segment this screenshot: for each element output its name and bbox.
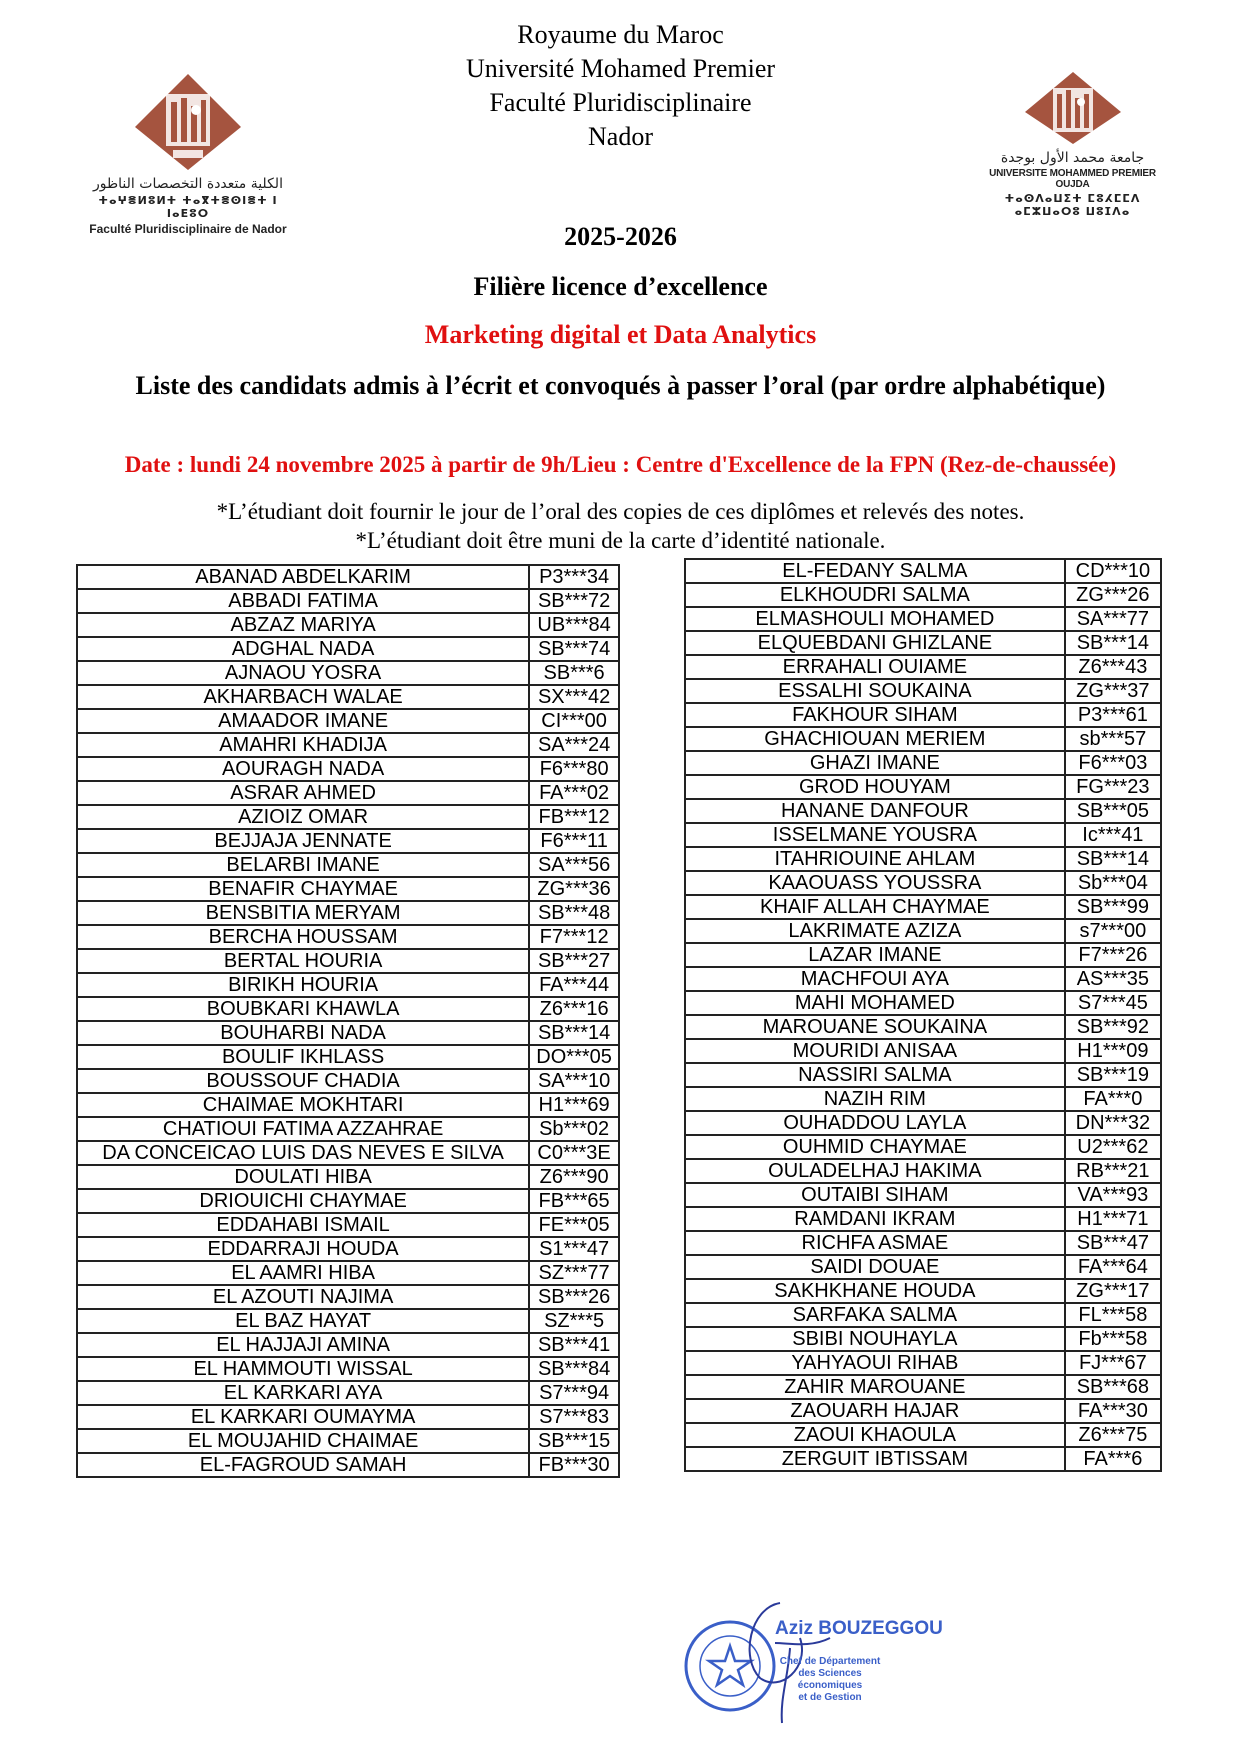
- candidate-row: [685, 991, 1161, 1015]
- candidate-name: BERTAL HOURIA: [77, 949, 529, 973]
- program-title: Marketing digital et Data Analytics: [424, 320, 817, 349]
- candidate-id-code: C0***3E: [529, 1141, 619, 1165]
- candidate-name: KAAOUASS YOUSSRA: [685, 871, 1065, 895]
- signatory-name: Aziz BOUZEGGOU: [775, 1618, 943, 1639]
- candidate-name: NAZIH RIM: [685, 1087, 1065, 1111]
- candidate-name: ABZAZ MARIYA: [77, 613, 529, 637]
- candidate-name: YAHYAOUI RIHAB: [685, 1351, 1065, 1375]
- candidate-name: ABBADI FATIMA: [77, 589, 529, 613]
- candidate-name: AZIOIZ OMAR: [77, 805, 529, 829]
- candidate-name: ISSELMANE YOUSRA: [685, 823, 1065, 847]
- candidate-name: EL AZOUTI NAJIMA: [77, 1285, 529, 1309]
- candidate-id-code: SB***92: [1065, 1015, 1161, 1039]
- candidate-id-code: VA***93: [1065, 1183, 1161, 1207]
- candidate-row: [77, 1453, 619, 1477]
- candidate-row: [685, 1039, 1161, 1063]
- candidate-row: [685, 823, 1161, 847]
- candidate-id-code: F7***26: [1065, 943, 1161, 967]
- candidate-id-code: SA***56: [529, 853, 619, 877]
- candidate-row: [77, 1045, 619, 1069]
- candidate-name: EL HAMMOUTI WISSAL: [77, 1357, 529, 1381]
- candidate-row: [77, 1213, 619, 1237]
- candidate-id-code: SB***72: [529, 589, 619, 613]
- instructions: [60, 497, 1181, 555]
- institution-header: [0, 18, 1241, 154]
- candidate-name: AJNAOU YOSRA: [77, 661, 529, 685]
- candidate-name: SARFAKA SALMA: [685, 1303, 1065, 1327]
- candidate-row: [685, 967, 1161, 991]
- candidate-name: BOUSSOUF CHADIA: [77, 1069, 529, 1093]
- candidate-row: [77, 877, 619, 901]
- faculty-arabic-name: الكلية متعددة التخصصات الناظور: [93, 176, 283, 192]
- candidate-row: [685, 1087, 1161, 1111]
- header-faculty: Faculté Pluridisciplinaire: [489, 88, 752, 117]
- candidate-name: BENAFIR CHAYMAE: [77, 877, 529, 901]
- candidate-row: [77, 829, 619, 853]
- candidate-name: LAZAR IMANE: [685, 943, 1065, 967]
- candidate-row: [685, 703, 1161, 727]
- candidate-id-code: F7***12: [529, 925, 619, 949]
- candidate-row: [77, 1357, 619, 1381]
- candidate-row: [685, 1327, 1161, 1351]
- exam-date-location: Date : lundi 24 novembre 2025 à partir de 9h/Lieu : Centre d'Excellence de la FPN (Rez-de-chaussée): [124, 452, 1117, 477]
- candidate-row: [77, 1069, 619, 1093]
- instruction-documents: *L’étudiant doit fournir le jour de l’oral des copies de ces diplômes et relevés des notes.: [216, 499, 1025, 524]
- candidate-id-code: SB***68: [1065, 1375, 1161, 1399]
- candidate-name: EL-FAGROUD SAMAH: [77, 1453, 529, 1477]
- faculty-latin-name: Faculté Pluridisciplinaire de Nador: [89, 222, 287, 236]
- candidate-id-code: F6***03: [1065, 751, 1161, 775]
- candidate-id-code: SB***14: [1065, 631, 1161, 655]
- candidate-row: [77, 1429, 619, 1453]
- candidate-name: ZERGUIT IBTISSAM: [685, 1447, 1065, 1471]
- candidate-name: GHACHIOUAN MERIEM: [685, 727, 1065, 751]
- candidates-table-left: [76, 564, 620, 1478]
- candidate-id-code: Z6***43: [1065, 655, 1161, 679]
- instruction-id-card: *L’étudiant doit être muni de la carte d’identité nationale.: [355, 528, 886, 553]
- candidate-id-code: CI***00: [529, 709, 619, 733]
- candidate-name: OUHADDOU LAYLA: [685, 1111, 1065, 1135]
- candidate-name: BIRIKH HOURIA: [77, 973, 529, 997]
- candidate-row: [685, 943, 1161, 967]
- candidate-id-code: FB***30: [529, 1453, 619, 1477]
- candidate-id-code: H1***69: [529, 1093, 619, 1117]
- candidate-row: [77, 925, 619, 949]
- candidate-name: ZAOUARH HAJAR: [685, 1399, 1065, 1423]
- candidate-name: HANANE DANFOUR: [685, 799, 1065, 823]
- candidate-row: [77, 685, 619, 709]
- candidate-id-code: CD***10: [1065, 559, 1161, 583]
- candidate-id-code: Z6***90: [529, 1165, 619, 1189]
- candidate-name: AMAADOR IMANE: [77, 709, 529, 733]
- candidate-id-code: S1***47: [529, 1237, 619, 1261]
- candidate-name: BOUHARBI NADA: [77, 1021, 529, 1045]
- candidate-name: GROD HOUYAM: [685, 775, 1065, 799]
- candidate-name: MACHFOUI AYA: [685, 967, 1065, 991]
- candidate-id-code: SZ***77: [529, 1261, 619, 1285]
- candidate-row: [685, 1135, 1161, 1159]
- candidate-row: [77, 637, 619, 661]
- candidate-row: [685, 1255, 1161, 1279]
- candidate-row: [685, 1279, 1161, 1303]
- candidate-id-code: FJ***67: [1065, 1351, 1161, 1375]
- candidate-row: [685, 871, 1161, 895]
- candidate-row: [685, 799, 1161, 823]
- candidate-id-code: SB***26: [529, 1285, 619, 1309]
- candidate-name: ABANAD ABDELKARIM: [77, 565, 529, 589]
- university-tifinagh-name: ⵜⴰⵙⴷⴰⵡⵉⵜ ⵎⵓⵃⵎⵎⴷ ⴰⵎⵣⵡⴰⵔⵓ ⵡⵓⵊⴷⴰ: [1004, 192, 1141, 218]
- candidate-row: [685, 655, 1161, 679]
- candidate-id-code: P3***61: [1065, 703, 1161, 727]
- candidate-id-code: SB***99: [1065, 895, 1161, 919]
- candidate-id-code: ZG***26: [1065, 583, 1161, 607]
- candidate-id-code: UB***84: [529, 613, 619, 637]
- candidate-id-code: ZG***37: [1065, 679, 1161, 703]
- candidate-id-code: DO***05: [529, 1045, 619, 1069]
- candidate-name: EL AAMRI HIBA: [77, 1261, 529, 1285]
- candidate-row: [685, 775, 1161, 799]
- candidate-name: ERRAHALI OUIAME: [685, 655, 1065, 679]
- candidate-row: [77, 661, 619, 685]
- candidate-name: BERCHA HOUSSAM: [77, 925, 529, 949]
- candidate-id-code: P3***34: [529, 565, 619, 589]
- candidate-row: [77, 613, 619, 637]
- candidate-name: DRIOUICHI CHAYMAE: [77, 1189, 529, 1213]
- candidate-row: [685, 1159, 1161, 1183]
- candidate-row: [685, 1015, 1161, 1039]
- candidate-name: NASSIRI SALMA: [685, 1063, 1065, 1087]
- candidate-row: [685, 607, 1161, 631]
- candidate-id-code: SB***41: [529, 1333, 619, 1357]
- candidate-id-code: Z6***16: [529, 997, 619, 1021]
- candidate-id-code: S7***94: [529, 1381, 619, 1405]
- candidate-id-code: H1***71: [1065, 1207, 1161, 1231]
- candidate-id-code: U2***62: [1065, 1135, 1161, 1159]
- candidate-row: [685, 919, 1161, 943]
- candidate-name: MAHI MOHAMED: [685, 991, 1065, 1015]
- candidate-name: BEJJAJA JENNATE: [77, 829, 529, 853]
- candidate-row: [77, 973, 619, 997]
- candidate-row: [685, 583, 1161, 607]
- candidate-row: [77, 733, 619, 757]
- candidate-id-code: Z6***75: [1065, 1423, 1161, 1447]
- signatory-role: [770, 1656, 890, 1704]
- candidate-row: [685, 559, 1161, 583]
- candidate-row: [685, 847, 1161, 871]
- candidate-row: [77, 1117, 619, 1141]
- candidate-row: [77, 709, 619, 733]
- candidate-name: AKHARBACH WALAE: [77, 685, 529, 709]
- header-university: Université Mohamed Premier: [465, 54, 776, 83]
- candidate-row: [77, 949, 619, 973]
- signatory-role-line3: et de Gestion: [798, 1692, 862, 1703]
- candidate-row: [685, 1303, 1161, 1327]
- signatory-role-line1: Chef de Département: [779, 1656, 881, 1667]
- candidate-name: BENSBITIA MERYAM: [77, 901, 529, 925]
- candidate-id-code: SA***24: [529, 733, 619, 757]
- filiere-title: Filière licence d’excellence: [473, 272, 768, 301]
- candidates-table-right: [684, 558, 1162, 1472]
- candidate-row: [77, 589, 619, 613]
- candidate-row: [685, 895, 1161, 919]
- candidate-name: RICHFA ASMAE: [685, 1231, 1065, 1255]
- candidate-row: [77, 853, 619, 877]
- candidate-row: [77, 1381, 619, 1405]
- candidate-name: EDDARRAJI HOUDA: [77, 1237, 529, 1261]
- candidate-name: DA CONCEICAO LUIS DAS NEVES E SILVA: [77, 1141, 529, 1165]
- signatory-role-line2: des Sciences économiques: [797, 1668, 863, 1691]
- candidate-name: CHATIOUI FATIMA AZZAHRAE: [77, 1117, 529, 1141]
- candidate-id-code: s7***00: [1065, 919, 1161, 943]
- candidate-id-code: FA***6: [1065, 1447, 1161, 1471]
- candidate-row: [77, 1189, 619, 1213]
- candidate-name: EL KARKARI OUMAYMA: [77, 1405, 529, 1429]
- candidate-name: EL KARKARI AYA: [77, 1381, 529, 1405]
- candidate-id-code: SB***84: [529, 1357, 619, 1381]
- faculty-tifinagh-name: ⵜⴰⵖⴻⵍⵓⵍⵜ ⵜⴰⴳⵜⴻⵙⵏⴻⵜ ⵏ ⵏⴰⴹⵓⵔ: [98, 194, 278, 220]
- candidate-row: [685, 631, 1161, 655]
- candidate-name: SAIDI DOUAE: [685, 1255, 1065, 1279]
- candidate-id-code: SB***19: [1065, 1063, 1161, 1087]
- candidate-name: LAKRIMATE AZIZA: [685, 919, 1065, 943]
- candidate-id-code: FA***44: [529, 973, 619, 997]
- candidate-row: [77, 805, 619, 829]
- candidate-row: [685, 751, 1161, 775]
- candidate-name: ELQUEBDANI GHIZLANE: [685, 631, 1065, 655]
- header-kingdom: Royaume du Maroc: [517, 20, 724, 49]
- candidate-name: ELMASHOULI MOHAMED: [685, 607, 1065, 631]
- candidate-row: [77, 1261, 619, 1285]
- candidate-row: [77, 1333, 619, 1357]
- candidate-name: AMAHRI KHADIJA: [77, 733, 529, 757]
- candidate-id-code: sb***57: [1065, 727, 1161, 751]
- candidate-id-code: F6***80: [529, 757, 619, 781]
- candidate-id-code: Sb***02: [529, 1117, 619, 1141]
- candidate-row: [685, 727, 1161, 751]
- university-arabic-name: جامعة محمد الأول بوجدة: [1000, 150, 1145, 166]
- candidate-row: [685, 1447, 1161, 1471]
- candidate-name: SAKHKHANE HOUDA: [685, 1279, 1065, 1303]
- candidate-id-code: SX***42: [529, 685, 619, 709]
- candidate-row: [685, 1111, 1161, 1135]
- candidate-row: [77, 997, 619, 1021]
- candidate-name: OUHMID CHAYMAE: [685, 1135, 1065, 1159]
- candidate-row: [685, 679, 1161, 703]
- candidate-name: OUTAIBI SIHAM: [685, 1183, 1065, 1207]
- candidate-id-code: SB***05: [1065, 799, 1161, 823]
- candidate-name: EL-FEDANY SALMA: [685, 559, 1065, 583]
- candidate-row: [685, 1231, 1161, 1255]
- candidate-id-code: FG***23: [1065, 775, 1161, 799]
- candidate-row: [77, 901, 619, 925]
- candidate-name: ZAHIR MAROUANE: [685, 1375, 1065, 1399]
- candidate-id-code: Fb***58: [1065, 1327, 1161, 1351]
- candidate-row: [685, 1183, 1161, 1207]
- candidate-name: BELARBI IMANE: [77, 853, 529, 877]
- candidate-id-code: SB***74: [529, 637, 619, 661]
- candidate-name: ZAOUI KHAOULA: [685, 1423, 1065, 1447]
- candidate-id-code: FB***12: [529, 805, 619, 829]
- candidate-id-code: FB***65: [529, 1189, 619, 1213]
- candidate-id-code: SB***15: [529, 1429, 619, 1453]
- candidate-name: ADGHAL NADA: [77, 637, 529, 661]
- candidate-id-code: FL***58: [1065, 1303, 1161, 1327]
- candidate-id-code: DN***32: [1065, 1111, 1161, 1135]
- candidate-id-code: F6***11: [529, 829, 619, 853]
- candidate-name: BOULIF IKHLASS: [77, 1045, 529, 1069]
- candidate-row: [77, 1165, 619, 1189]
- candidate-row: [685, 1399, 1161, 1423]
- candidate-name: EL HAJJAJI AMINA: [77, 1333, 529, 1357]
- candidate-name: CHAIMAE MOKHTARI: [77, 1093, 529, 1117]
- candidate-id-code: H1***09: [1065, 1039, 1161, 1063]
- candidate-name: ASRAR AHMED: [77, 781, 529, 805]
- signature-block: [680, 1598, 980, 1728]
- candidate-id-code: SZ***5: [529, 1309, 619, 1333]
- academic-year: 2025-2026: [564, 222, 677, 251]
- candidate-id-code: Ic***41: [1065, 823, 1161, 847]
- candidate-name: EL BAZ HAYAT: [77, 1309, 529, 1333]
- candidate-id-code: S7***45: [1065, 991, 1161, 1015]
- header-city: Nador: [588, 122, 653, 151]
- candidate-row: [77, 1141, 619, 1165]
- candidate-id-code: S7***83: [529, 1405, 619, 1429]
- candidate-row: [77, 565, 619, 589]
- candidate-name: GHAZI IMANE: [685, 751, 1065, 775]
- candidate-name: RAMDANI IKRAM: [685, 1207, 1065, 1231]
- candidate-name: MOURIDI ANISAA: [685, 1039, 1065, 1063]
- candidate-id-code: FA***0: [1065, 1087, 1161, 1111]
- candidate-id-code: SA***77: [1065, 607, 1161, 631]
- university-latin-name: UNIVERSITE MOHAMMED PREMIER OUJDA: [989, 168, 1156, 190]
- candidate-id-code: SB***14: [1065, 847, 1161, 871]
- candidate-id-code: AS***35: [1065, 967, 1161, 991]
- candidate-name: OULADELHAJ HAKIMA: [685, 1159, 1065, 1183]
- candidate-name: BOUBKARI KHAWLA: [77, 997, 529, 1021]
- candidate-id-code: SB***6: [529, 661, 619, 685]
- candidate-id-code: SB***47: [1065, 1231, 1161, 1255]
- candidate-id-code: SB***48: [529, 901, 619, 925]
- candidate-row: [77, 1309, 619, 1333]
- list-title: Liste des candidats admis à l’écrit et convoqués à passer l’oral (par ordre alphabétique): [135, 371, 1106, 400]
- candidate-name: ESSALHI SOUKAINA: [685, 679, 1065, 703]
- candidate-id-code: SA***10: [529, 1069, 619, 1093]
- candidate-name: EDDAHABI ISMAIL: [77, 1213, 529, 1237]
- candidate-id-code: FA***30: [1065, 1399, 1161, 1423]
- candidate-name: EL MOUJAHID CHAIMAE: [77, 1429, 529, 1453]
- candidate-name: FAKHOUR SIHAM: [685, 703, 1065, 727]
- candidate-id-code: FA***02: [529, 781, 619, 805]
- candidate-row: [77, 1237, 619, 1261]
- candidate-id-code: SB***27: [529, 949, 619, 973]
- candidate-row: [685, 1063, 1161, 1087]
- candidate-row: [685, 1207, 1161, 1231]
- candidate-name: ITAHRIOUINE AHLAM: [685, 847, 1065, 871]
- candidate-row: [77, 1285, 619, 1309]
- candidate-row: [77, 1021, 619, 1045]
- candidate-row: [77, 757, 619, 781]
- candidate-row: [77, 1405, 619, 1429]
- candidate-id-code: ZG***17: [1065, 1279, 1161, 1303]
- candidate-row: [77, 781, 619, 805]
- candidate-name: MAROUANE SOUKAINA: [685, 1015, 1065, 1039]
- candidate-id-code: Sb***04: [1065, 871, 1161, 895]
- candidate-name: DOULATI HIBA: [77, 1165, 529, 1189]
- candidate-row: [685, 1423, 1161, 1447]
- candidate-id-code: SB***14: [529, 1021, 619, 1045]
- candidate-name: SBIBI NOUHAYLA: [685, 1327, 1065, 1351]
- candidate-id-code: FE***05: [529, 1213, 619, 1237]
- candidate-row: [685, 1375, 1161, 1399]
- candidate-name: AOURAGH NADA: [77, 757, 529, 781]
- candidate-name: KHAIF ALLAH CHAYMAE: [685, 895, 1065, 919]
- candidate-id-code: RB***21: [1065, 1159, 1161, 1183]
- candidate-name: ELKHOUDRI SALMA: [685, 583, 1065, 607]
- candidate-row: [685, 1351, 1161, 1375]
- candidate-row: [77, 1093, 619, 1117]
- candidate-id-code: FA***64: [1065, 1255, 1161, 1279]
- candidate-id-code: ZG***36: [529, 877, 619, 901]
